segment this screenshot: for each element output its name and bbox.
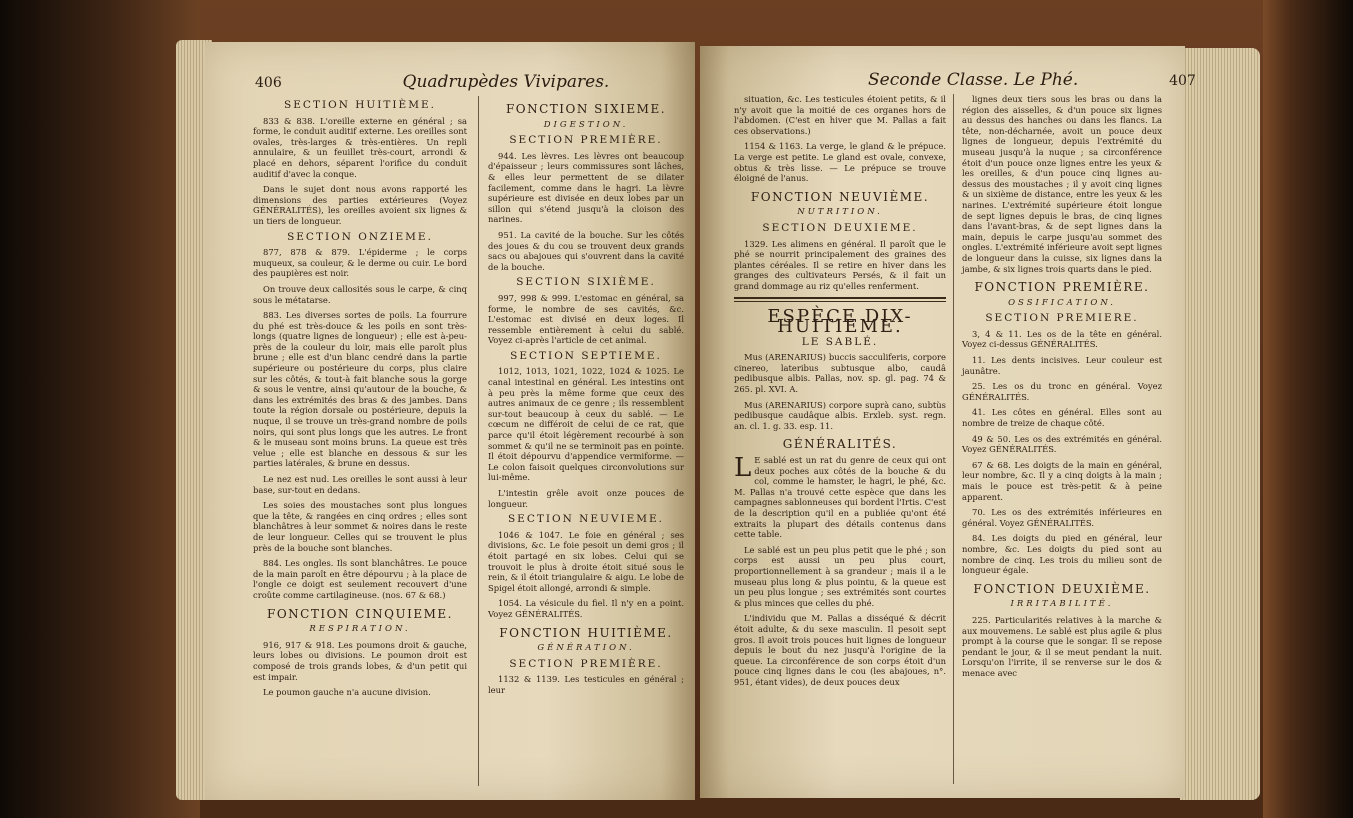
paragraph: 84. Les doigts du pied en général, leur nombre, &c. Les doigts du pied sont au nombre de cinq. Les trois du milieu sont de longueur égale. (962, 533, 1162, 576)
paragraph: 1329. Les alimens en général. Il paroît que le phé se nourrit principalement des graines des plantes céréales. Il se retire en hiver dans les granges des cultivateurs Persés, & il fait un grand dommage au riz qu'elles renferment. (734, 238, 946, 291)
paragraph: 41. Les côtes en général. Elles sont au nombre de treize de chaque côté. (962, 407, 1162, 429)
paragraph: L'individu que M. Pallas a disséqué & décrit étoit adulte, & du sexe masculin. Il pesoit sept gros. Il avoit trois pouces huit lignes de longueur depuis le bout du nez jusqu'à l'origine de la queue. La circonférence de son corps étoit d'un pouce cinq lignes dans le cou (les abajoues, n°. 951, étant vides), de deux pouces deux (734, 613, 946, 687)
subheading: DIGESTION. (543, 119, 629, 130)
paragraph: 225. Particularités relatives à la marche & aux mouvemens. Le sablé est plus agile & plus prompt à la course que le songar. Il se repose pendant le jour, & il se meut pendant la nuit. Lorsqu'on l'irrite, il se renverse sur le dos & menace avec (962, 614, 1162, 678)
paragraph: 916, 917 & 918. Les poumons droit & gauche, leurs lobes ou divisions. Le poumon droit est composé de trois grands lobes, & d'un petit qui est impair. (253, 639, 467, 682)
right-page (700, 46, 1196, 798)
paragraph: 67 & 68. Les doigts de la main en général, leur nombre, &c. Il y a cinq doigts à la main ; mais le pouce est très-petit & à peine apparent. (962, 459, 1162, 502)
paragraph: 1054. La vésicule du fiel. Il n'y en a point. Voyez GÉNÉRALITÉS. (488, 598, 684, 619)
subheading: NUTRITION. (797, 207, 883, 218)
paragraph: 951. La cavité de la bouche. Sur les côtés des joues & du cou se trouvent deux grands sacs ou abajoues qui s'ouvrent dans la cavité de la bouche. (488, 229, 684, 272)
paragraph: 884. Les ongles. Ils sont blanchâtres. Le pouce de la main paroît en être dépourvu ; à la place de l'ongle ce doigt est seulement recouvert d'une croûte comme cartilagineuse. (nos. 67 & 68.) (253, 558, 467, 600)
paragraph: 49 & 50. Les os des extrémités en général. Voyez GÉNÉRALITÉS. (962, 433, 1162, 455)
section-heading: LE SABLÉ. (801, 335, 879, 348)
paragraph: Le sablé est un peu plus petit que le phé ; son corps est aussi un peu plus court, proportionnellement à sa grandeur ; mais il a le museau plus long & plus pointu, & la queue est un peu plus longue ; ses extrémités sont courtes & plus minces que celles du phé. (734, 544, 946, 608)
section-heading: SECTION PREMIÈRE. (509, 657, 663, 670)
paragraph: 1154 & 1163. La verge, le gland & le prépuce. La verge est petite. Le gland est ovale, convexe, obtus & très lisse. — Le prépuce se trouve éloigné de l'anus. (734, 141, 946, 184)
paragraph: Le poumon gauche n'a aucune division. (263, 687, 431, 698)
section-heading: SECTION SEPTIEME. (510, 349, 662, 362)
paragraph: 70. Les os des extrémités inférieures en général. Voyez GÉNÉRALITÉS. (962, 507, 1162, 528)
paragraph: 3, 4 & 11. Les os de la tête en général. Voyez ci-dessus GÉNÉRALITÉS. (962, 328, 1162, 350)
species-heading: ESPÈCE DIX-HUITIEME. (767, 305, 913, 338)
left-running-head (255, 72, 609, 92)
paragraph: 1046 & 1047. Le foie en général ; ses divisions, &c. Le foie pesoit un demi gros ; il étoit partagé en six lobes. Celui qui se trouvoit le plus à droite étoit situé sous le rein, & il étoit triangulaire & aigu. Le lobe de Spigel étoit allongé, arrondi & simple. (488, 529, 684, 593)
paragraph: Mus (ARENARIUS) corpore suprà cano, subtùs pedibusque caudâque albis. Erxleb. syst. regn. an. cl. 1. g. 33. esp. 11. (734, 399, 946, 431)
section-heading: FONCTION PREMIÈRE. (974, 280, 1150, 295)
paragraph: Mus (ARENARIUS) buccis sacculiferis, corpore cinereo, lateribus subtusque albo, caudâ pedibusque albis. Pallas, nov. sp. gl. pag. 74 & 265. pl. XVI. A. (734, 352, 946, 395)
section-heading: FONCTION HUITIÈME. (499, 625, 673, 640)
paragraph (734, 455, 946, 540)
left-running-title: Quadrupèdes Vivipares. (402, 72, 610, 92)
paragraph: lignes deux tiers sous les bras ou dans la région des aisselles, & d'un pouce six lignes au dessus des hanches ou dans les flancs. La tête, non-décharnée, avoit un pouce deux lignes de longueur, depuis l'extrémité du museau jusqu'à la nuque ; sa circonférence étoit d'un pouce onze lignes entre les yeux & les oreilles, & d'un pouce cinq lignes au-dessus des moustaches ; il y avoit cinq lignes & un sixième de distance, entre les yeux & les narines. L'extrémité supérieure étoit longue de sept lignes depuis le bras, de cinq lignes dans l'avant-bras, & de sept lignes dans la main, depuis le carpe jusqu'au sommet des ongles. L'extrémité inférieure avoit sept lignes de longueur dans la cuisse, six lignes dans la jambe, & six lignes trois quarts dans le pied. (962, 94, 1162, 274)
drop-cap: L (734, 453, 752, 484)
section-heading: SECTION PREMIÈRE. (509, 134, 663, 147)
section-heading: SECTION HUITIÈME. (284, 99, 436, 111)
section-heading: SECTION PREMIERE. (985, 312, 1139, 325)
paragraph: 997, 998 & 999. L'estomac en général, sa forme, le nombre de ses cavités, &c. L'estomac est divisé en deux loges. Il ressemble entièrement à celui du sablé. Voyez ci-après l'article de cet animal. (488, 292, 684, 346)
right-column-1 (734, 94, 946, 794)
subheading: GÉNÉRATION. (537, 643, 635, 654)
paragraph: situation, &c. Les testicules étoient petits, & il n'y avoit que la moitié de ces organes hors de l'abdomen. (C'est en hiver que M. Pallas a fait ces observations.) (734, 94, 946, 136)
section-heading: SECTION SIXIÈME. (516, 276, 656, 289)
paragraph: 25. Les os du tronc en général. Voyez GÉNÉRALITÉS. (962, 381, 1162, 402)
paragraph: 877, 878 & 879. L'épiderme ; le corps muqueux, sa couleur, & le derme ou cuir. Le bord des paupières est noir. (253, 247, 467, 279)
subheading: OSSIFICATION. (1008, 297, 1116, 308)
paragraph: 883. Les diverses sortes de poils. La fourrure du phé est très-douce & les poils en sont très-longs (quatre lignes de longueur) ; elle est à-peu-près de la couleur du loir, mais elle paroît plus brune ; elle est d'un blanc cendré dans la partie supérieure ou postérieure du corps, plus claire sur les côtés, & tout-à fait blanche sous la gorge & sous le ventre, ainsi qu'autour de la bouche, & dans les extrémités des bras & des jambes. Dans toute la région dorsale ou postérieure, depuis la nuque, il se trouve un très-grand nombre de poils noirs, qui sont plus longs que les autres. Le front & le museau sont moins bruns. La queue est très velue ; elle est blanche en dessous & sur les parties latérales, & brune en dessus. (253, 310, 467, 469)
paragraph: Les soies des moustaches sont plus longues que la tête, & rangées en cinq ordres ; elles sont blanchâtres à leur sommet & noires dans le reste de leur longueur. Celles qui se trouvent le plus près de la bouche sont blanches. (253, 500, 467, 553)
left-column-2 (488, 96, 684, 796)
paragraph: Le nez est nud. Les oreilles le sont aussi à leur base, sur-tout en dedans. (253, 474, 467, 495)
column-divider-right (953, 94, 954, 784)
paragraph: 833 & 838. L'oreille externe en général ; sa forme, le conduit auditif externe. Les oreilles sont ovales, très-larges & très-entières. Un repli annulaire, & un feuillet très-court, arrondi & placé en dehors, séparent l'orifice du conduit auditif d'avec la conque. (253, 115, 467, 179)
page-edges-right (1180, 48, 1260, 800)
section-heading: FONCTION DEUXIÈME. (973, 581, 1151, 596)
right-page-number: 407 (1169, 73, 1196, 89)
paragraph: 11. Les dents incisives. Leur couleur est jaunâtre. (962, 355, 1162, 376)
left-page (205, 42, 695, 800)
cover-shadow-left (0, 0, 200, 818)
right-column-2 (962, 94, 1162, 794)
left-column-1 (253, 96, 467, 796)
section-rule (734, 297, 946, 302)
right-running-title: Seconde Classe. Le Phé. (868, 70, 1079, 90)
paragraph: L'intestin grêle avoit onze pouces de longueur. (488, 488, 684, 509)
paragraph: 1132 & 1139. Les testicules en général ; leur (488, 674, 684, 695)
section-heading: FONCTION NEUVIÈME. (750, 189, 930, 204)
paragraph: Dans le sujet dont nous avons rapporté les dimensions des parties extérieures (Voyez GÉNÉRALITÉS), les oreilles avoient six lignes & un tiers de longueur. (253, 184, 467, 226)
paragraph: 944. Les lèvres. Les lèvres ont beaucoup d'épaisseur ; leurs commissures sont lâches, & elles leur permettent de se dilater facilement, comme dans le hagri. La lèvre supérieure est divisée en deux lobes par un sillon qui s'étend jusqu'à la cloison des narines. (488, 150, 684, 225)
subheading: RESPIRATION. (309, 624, 411, 635)
section-heading: SECTION NEUVIEME. (507, 513, 665, 526)
section-heading: FONCTION CINQUIEME. (267, 606, 453, 621)
section-heading: SECTION ONZIEME. (287, 230, 433, 243)
section-heading: SECTION DEUXIEME. (762, 221, 918, 234)
paragraph: 1012, 1013, 1021, 1022, 1024 & 1025. Le canal intestinal en général. Les intestins ont à peu près la même forme que ceux des autres animaux de ce genre ; ils ressemblent sur-tout beaucoup à ceux du sablé. — Le cœcum ne différoit de celui de ce rat, que parce qu'il étoit légèrement recourbé à son sommet & qu'il ne se terminoit pas en pointe. Il étoit dépourvu d'appendice vermiforme. — Le colon faisoit quelques circonvolutions sur lui-même. (488, 366, 684, 483)
right-running-head (868, 70, 1196, 90)
section-heading: GÉNÉRALITÉS. (782, 437, 898, 452)
paragraph: On trouve deux callosités sous le carpe, & cinq sous le métatarse. (253, 283, 467, 305)
subheading: IRRITABILITÉ. (1010, 599, 1114, 610)
left-page-number: 406 (255, 75, 282, 91)
cover-shadow-right (1263, 0, 1353, 818)
column-divider (478, 96, 479, 786)
paragraph-text: E sablé est un rat du genre de ceux qui ont deux poches aux côtés de la bouche & du col, comme le hamster, le hagri, le phé, &c. M. Pallas n'a trouvé cette espèce que dans les campagnes sablonneuses qui bordent l'Irtis. C'est de la description qu'il en a publiée qu'ont été extraits la plupart des détails contenus dans cette table. (734, 455, 946, 540)
section-heading: FONCTION SIXIEME. (505, 102, 667, 116)
